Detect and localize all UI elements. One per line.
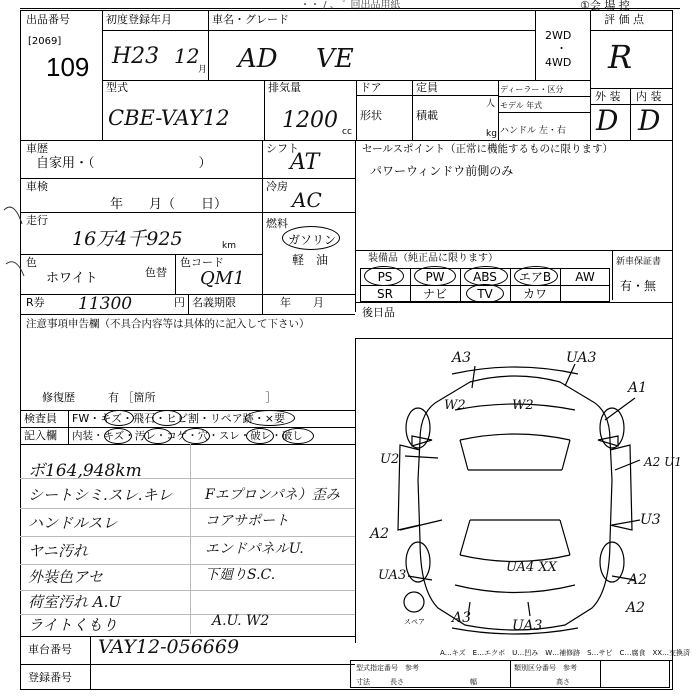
equip-aw: AW <box>575 270 595 284</box>
title-expiry-value: 年 月 <box>280 296 324 309</box>
new-car-label: 新車保証書 <box>616 257 662 267</box>
circle-ps <box>364 266 404 286</box>
mark-a2-left: A2 <box>370 526 390 542</box>
mark-a1: A1 <box>628 380 648 396</box>
note-right-2: コアサポート <box>205 513 289 529</box>
equip-abs: ABS <box>473 270 497 284</box>
equip-ps: PS <box>377 270 393 284</box>
dims-label: 寸法 <box>356 678 370 686</box>
rating-label: 評 価 点 <box>604 13 644 26</box>
lot-number: 109 <box>46 52 90 82</box>
margin-pen-marks <box>0 140 30 320</box>
top-title: ・・ / 、 ﾟ 回出品用紙 <box>300 0 401 11</box>
note-right-3: エンドパネルU. <box>205 541 304 557</box>
recycle-value: 11300 <box>78 294 133 314</box>
note-line-1: ボ164,948km <box>28 461 142 481</box>
color-code-label: 色コード <box>180 256 224 269</box>
dims-height: 高さ <box>556 678 570 686</box>
note-right-1: Fエプロンパネ）歪み <box>205 487 340 503</box>
note-line-2: シートシミ.スレ.キレ <box>28 486 173 504</box>
rear-seat-label: 後日品 <box>362 306 395 319</box>
mileage-value: 16万4千925 <box>72 228 183 250</box>
model-name: AD <box>238 44 278 74</box>
exterior-label: 外 装 <box>595 90 621 103</box>
mark-a2-u1: A2 U1 <box>644 455 682 469</box>
mileage-unit: km <box>222 241 236 251</box>
mark-u3: U3 <box>640 512 661 528</box>
displacement-value: 1200 <box>282 108 338 133</box>
color-value: ホワイト <box>46 271 98 286</box>
inspection-label: 車検 <box>26 180 48 193</box>
equip-tv: TV <box>477 287 493 301</box>
note-right-4: 下廻りS.C. <box>205 567 276 583</box>
mark-ua3-rear: UA3 <box>512 618 543 634</box>
equipment-label: 装備品（純正品に限ります） <box>368 253 498 264</box>
mark-a3-rear: A3 <box>452 610 472 626</box>
exterior-grade: D <box>596 104 619 137</box>
circle-tv <box>466 284 504 303</box>
int-row: 内装・キズ・汚レ・コゲ・穴・スレ・破レ・破し <box>72 430 303 442</box>
sales-point-label: セールスポイント（正常に機能するものに限ります） <box>362 143 614 155</box>
note-line-3: ハンドルスレ <box>28 514 118 532</box>
repair-label: 修復歴 <box>42 391 75 404</box>
first-reg-year: H23 <box>112 44 160 69</box>
load-label: 積載 <box>416 109 438 122</box>
circle-airbag <box>514 266 558 286</box>
spare-label: スペア <box>404 618 425 626</box>
fuel-circle <box>282 226 340 250</box>
ac-label: 冷房 <box>266 180 288 193</box>
equip-sr: SR <box>377 287 393 301</box>
color-change-label: 色替 <box>145 266 167 279</box>
mark-ua3-front: UA3 <box>566 350 597 366</box>
circle-abs <box>464 266 508 286</box>
chassis-label: 車台番号 <box>28 643 72 656</box>
mark-a3-front: A3 <box>452 350 472 366</box>
note-line-7: ライトくもり <box>28 616 118 634</box>
color-label: 色 <box>26 256 37 269</box>
dealer-label: ディーラー・区分 <box>500 85 564 94</box>
first-reg-month-unit: 月 <box>198 65 208 75</box>
new-car-value: 有・無 <box>620 279 657 293</box>
mark-ua3-left: UA3 <box>378 568 407 583</box>
color-code-value: QM1 <box>200 268 245 289</box>
interior-grade: D <box>638 104 661 137</box>
capacity-unit: 人 <box>486 99 496 109</box>
model-label: 車名・グレード <box>212 13 289 26</box>
recycle-unit: 円 <box>174 296 185 309</box>
shift-value: AT <box>290 150 320 175</box>
first-reg-month: 12 <box>174 44 200 68</box>
mark-a2-rear: A2 <box>626 600 646 616</box>
sales-point-text: パワーウィンドウ前側のみ <box>370 164 514 178</box>
mark-w2-left: W2 <box>444 398 466 413</box>
note-right-5: A.U. W2 <box>212 613 270 629</box>
recycle-label: R券 <box>26 296 45 309</box>
handle-label: ハンドル 左・右 <box>500 126 566 136</box>
inspector-label: 検査員 <box>24 412 57 425</box>
first-reg-label: 初度登録年月 <box>106 13 172 26</box>
door-label: ドア <box>360 81 382 94</box>
mark-u2: U2 <box>380 452 400 467</box>
ext-row: FW・キズ・飛石・ヒビ割・リペア跡・×要 <box>72 412 285 425</box>
type-value: CBE-VAY12 <box>108 106 230 130</box>
capacity-label: 定員 <box>416 81 438 94</box>
mark-w2-center: W2 <box>512 398 534 413</box>
inspection-value: 年 月（ 日） <box>110 197 228 212</box>
venue-copy: ①会 場 控 <box>580 0 630 12</box>
fuel-options2: 軽 油 <box>292 253 329 267</box>
type-label: 型式 <box>106 81 128 94</box>
four-wd: 4WD <box>545 56 572 69</box>
shape-label: 形状 <box>360 109 382 122</box>
load-unit: kg <box>486 129 497 139</box>
grade-name: VE <box>316 44 354 74</box>
ac-value: AC <box>292 188 322 212</box>
history-value: 自家用・（ ） <box>36 156 212 171</box>
lot-code: [2069] <box>28 36 62 47</box>
displacement-label: 排気量 <box>268 81 301 94</box>
mark-a2-right: A2 <box>628 572 648 588</box>
car-damage-diagram <box>360 340 670 640</box>
entry-label: 記入欄 <box>24 429 57 442</box>
note-line-5: 外装色アセ <box>28 568 103 586</box>
type-ref-label: 型式指定番号 参考 <box>356 664 419 672</box>
equip-leather: カワ <box>522 287 547 301</box>
equip-navi: ナビ <box>422 287 447 301</box>
mark-ua4-xx: UA4 XX <box>506 560 557 575</box>
reg-label: 登録番号 <box>28 671 72 684</box>
fuel-label: 燃料 <box>266 217 288 230</box>
equip-pw: PW <box>425 270 445 284</box>
rating-value: R <box>608 38 633 76</box>
damage-legend: A…キズ E…エクボ U…凹み W…補修跡 S…サビ C…腐食 XX…交換済 <box>440 649 691 657</box>
two-wd: 2WD <box>545 29 572 42</box>
dims-width: 幅 <box>470 678 477 686</box>
repair-value: 有 ［箇所 ］ <box>108 391 277 404</box>
model-year-label: モデル 年式 <box>500 101 543 110</box>
class-ref-label: 類別区分番号 参考 <box>514 664 577 672</box>
title-expiry-label: 名義期限 <box>192 296 236 309</box>
lot-no-label: 出品番号 <box>26 13 70 26</box>
dot-sep: ・ <box>556 42 567 55</box>
history-label: 車歴 <box>26 142 48 155</box>
mileage-label: 走行 <box>26 214 48 227</box>
displacement-unit: cc <box>342 127 352 137</box>
fuel-options: ガソリン <box>288 233 337 247</box>
circle-pw <box>414 266 456 286</box>
chassis-value: VAY12-056669 <box>98 636 240 658</box>
dims-long: 長さ <box>390 678 404 686</box>
notes-label: 注意事項申告欄（不具合内容等は具体的に記入して下さい） <box>26 318 310 330</box>
interior-label: 内 装 <box>636 90 662 103</box>
shift-label: シフト <box>266 142 299 155</box>
note-line-6: 荷室汚れ A.U <box>28 593 122 611</box>
note-line-4: ヤニ汚れ <box>28 542 89 560</box>
equip-airbag: エアB <box>518 270 552 284</box>
